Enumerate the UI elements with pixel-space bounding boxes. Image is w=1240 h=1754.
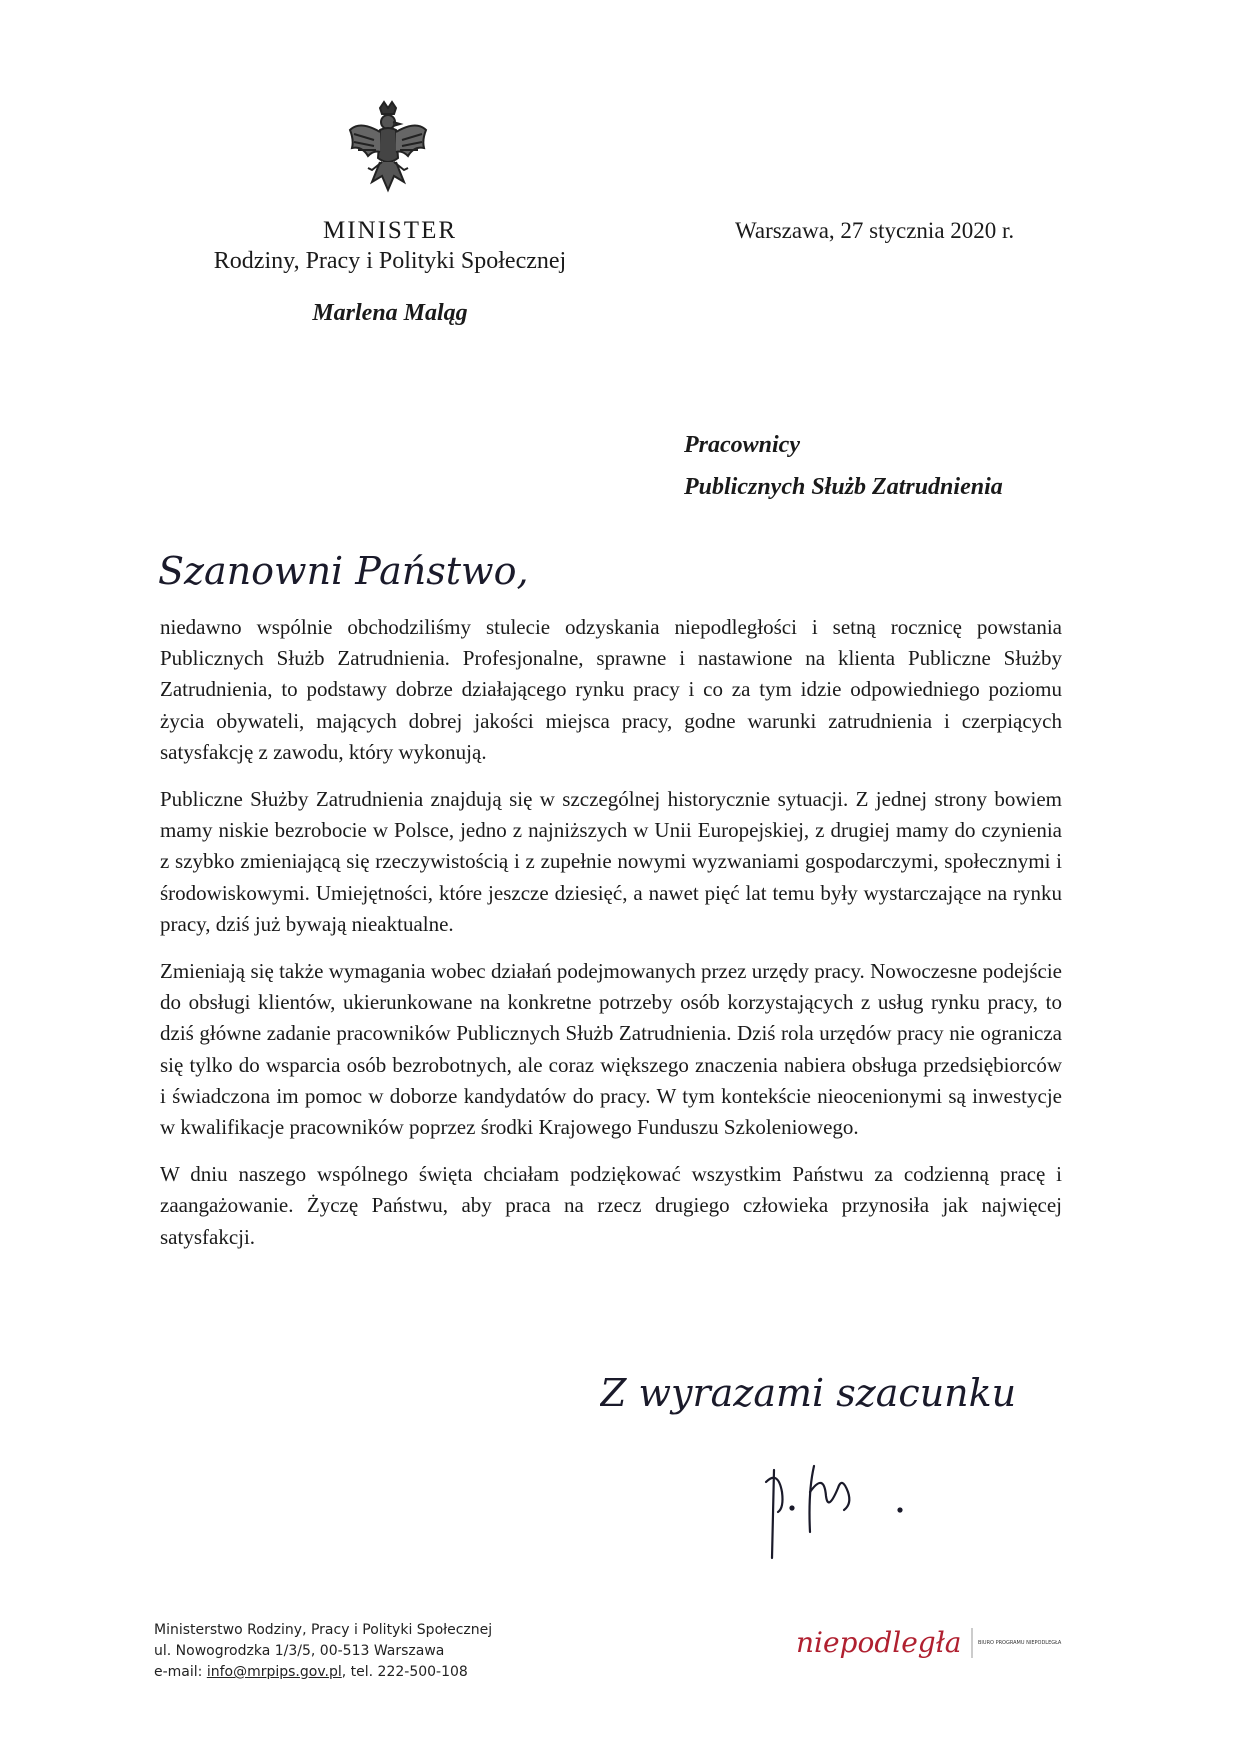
footer-address bbox=[154, 1620, 492, 1683]
closing-text: Z wyrazami szacunku bbox=[600, 1371, 1017, 1415]
letterhead bbox=[150, 216, 630, 327]
handwritten-salutation bbox=[158, 538, 538, 603]
ministry-name: Rodziny, Pracy i Polityki Społecznej bbox=[213, 248, 567, 274]
signature bbox=[752, 1452, 932, 1567]
phone-text: , tel. 222-500-108 bbox=[341, 1664, 468, 1680]
paragraph-3: Zmieniają się także wymagania wobec działań podejmowanych przez urzędy pracy. Nowoczesne podejście do obsługi klientów, ukierunkowane na konkretne potrzeby osób korzystających z usług rynku pracy, to dziś główne zadanie pracowników Publicznych Służb Zatrudnienia. Dziś rola urzędów pracy nie ogranicza się tylko do wsparcia osób bezrobotnych, ale coraz większego znaczenia nabiera obsługa przedsiębiorców i świadczona im pomoc w doborze kandydatów do pracy. W tym kontekście nieocenionymi są inwestycje w kwalifikacje pracowników poprzez środki Krajowego Funduszu Szkoleniowego. bbox=[160, 959, 1062, 1140]
date-line: Warszawa, 27 stycznia 2020 r. bbox=[735, 218, 1015, 243]
logo-script: niepodległa bbox=[796, 1626, 962, 1659]
addressee-line-1: Pracownicy bbox=[684, 432, 800, 458]
paragraph-4: W dniu naszego wspólnego święta chciałam podziękować wszystkim Państwu za codzienną pracę i zaangażowanie. Życzę Państwu, aby praca na rzecz drugiego człowieka przynosiła jak najwięcej satysfakcji. bbox=[160, 1162, 1062, 1249]
footer-contact bbox=[154, 1662, 492, 1683]
paragraph-1: niedawno wspólnie obchodziliśmy stulecie odzyskania niepodległości i setną rocznicę powstania Publicznych Służb Zatrudnienia. Profesjonalne, sprawne i nastawione na klienta Publiczne Służby Zatrudnienia, to podstawy dobrze działającego rynku pracy i co za tym idzie odpowiedniego poziomu życia obywateli, mających dobrej jakości miejsca pracy, godne warunki zatrudnienia i czerpiących satysfakcję z zawodu, który wykonują. bbox=[160, 615, 1062, 764]
email-link[interactable]: info@mrpips.gov.pl bbox=[206, 1664, 342, 1680]
handwritten-closing bbox=[600, 1360, 1020, 1435]
minister-title: MINISTER bbox=[322, 217, 458, 244]
email-label: e-mail: bbox=[154, 1664, 207, 1680]
footer-ministry: Ministerstwo Rodziny, Pracy i Polityki Społecznej bbox=[154, 1622, 493, 1638]
salutation-text: Szanowni Państwo, bbox=[158, 549, 529, 593]
letter-body bbox=[160, 612, 1062, 1269]
addressee bbox=[684, 424, 1003, 508]
logo-side-text: BIURO PROGRAMU NIEPODLEGŁA bbox=[978, 1640, 1062, 1646]
polish-eagle-icon bbox=[346, 100, 430, 198]
footer-street: ul. Nowogrodzka 1/3/5, 00-513 Warszawa bbox=[154, 1643, 445, 1659]
addressee-line-2: Publicznych Służb Zatrudnienia bbox=[684, 474, 1003, 500]
niepodlegla-logo bbox=[796, 1618, 1076, 1673]
paragraph-2: Publiczne Służby Zatrudnienia znajdują się w szczególnej historycznie sytuacji. Z jednej strony bowiem mamy niskie bezrobocie w Polsce, jedno z najniższych w Unii Europejskiej, z drugiej mamy do czynienia z szybko zmieniającą się rzeczywistością i z zupełnie nowymi wyzwaniami gospodarczymi, społecznymi i środowiskowymi. Umiejętności, które jeszcze dziesięć, a nawet pięć lat temu były wystarczające na rynku pracy, dziś już bywają nieaktualne. bbox=[160, 787, 1062, 936]
minister-name: Marlena Maląg bbox=[312, 300, 468, 326]
